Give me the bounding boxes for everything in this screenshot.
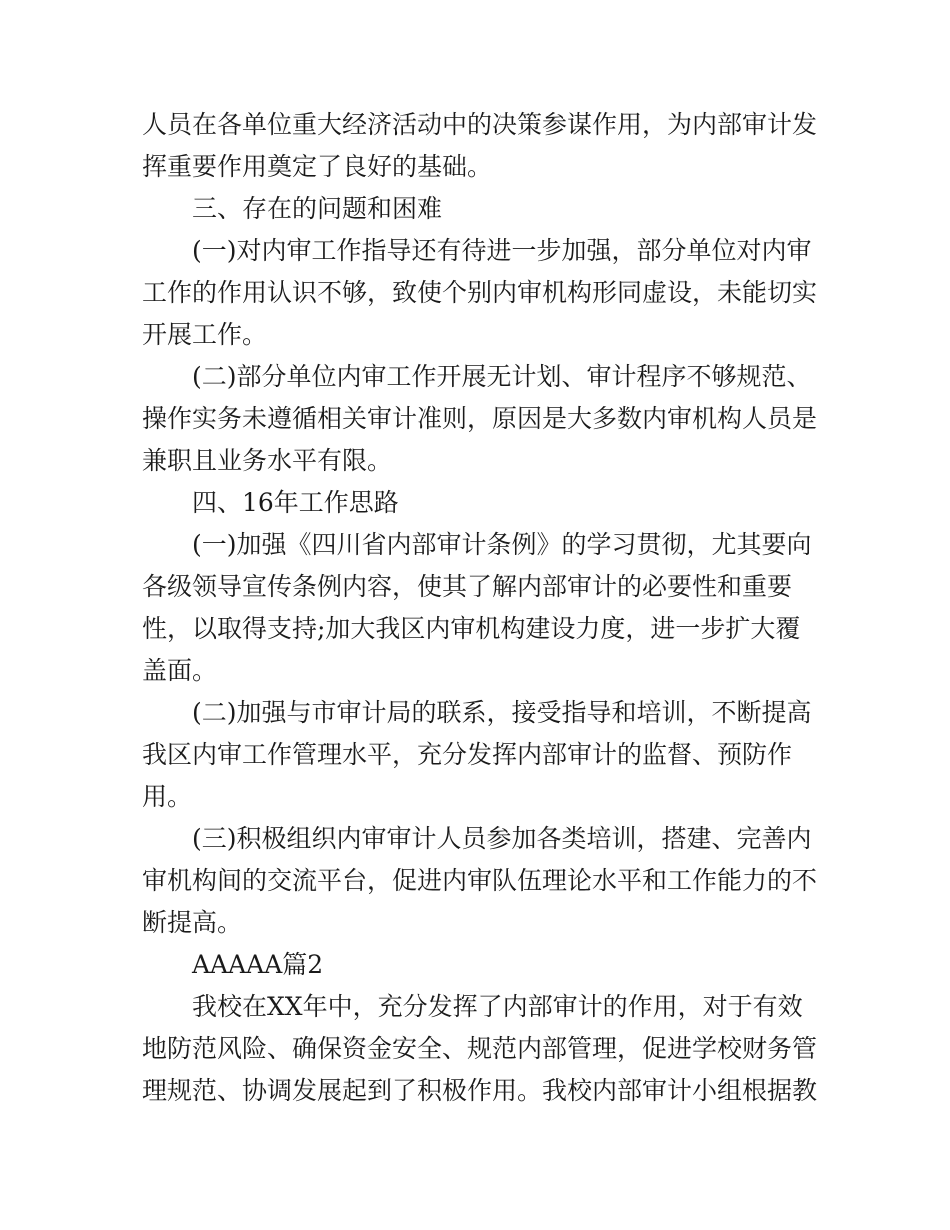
paragraph-continuation: 人员在各单位重大经济活动中的决策参谋作用，为内部审计发挥重要作用奠定了良好的基础。 — [142, 110, 818, 181]
document-body — [142, 104, 822, 1112]
paragraph-plan-2: (二)加强与市审计局的联系，接受指导和培训，不断提高我区内审工作管理水平，充分发挥内部审计的监督、预防作用。 — [142, 698, 812, 811]
paragraph-article-2-intro: 我校在XX年中，充分发挥了内部审计的作用，对于有效地防范风险、确保资金安全、规范内部管理，促进学校财务管理规范、协调发展起到了积极作用。我校内部审计小组根据教 — [142, 992, 818, 1105]
article-heading: AAAAA篇2 — [192, 950, 324, 979]
paragraph-plan-3: (三)积极组织内审审计人员参加各类培训，搭建、完善内审机构间的交流平台，促进内审队伍理论水平和工作能力的不断提高。 — [142, 824, 818, 937]
paragraph-problem-2: (二)部分单位内审工作开展无计划、审计程序不够规范、操作实务未遵循相关审计准则，原因是大多数内审机构人员是兼职且业务水平有限。 — [142, 362, 818, 475]
paragraph-problem-1: (一)对内审工作指导还有待进一步加强，部分单位对内审工作的作用认识不够，致使个别内审机构形同虚设，未能切实开展工作。 — [142, 236, 818, 349]
paragraph-plan-1: (一)加强《四川省内部审计条例》的学习贯彻，尤其要向各级领导宣传条例内容，使其了解内部审计的必要性和重要性，以取得支持;加大我区内审机构建设力度，进一步扩大覆盖面。 — [142, 530, 812, 685]
section-heading-problems: 三、存在的问题和困难 — [192, 194, 443, 223]
section-heading-plan: 四、16年工作思路 — [192, 488, 399, 517]
